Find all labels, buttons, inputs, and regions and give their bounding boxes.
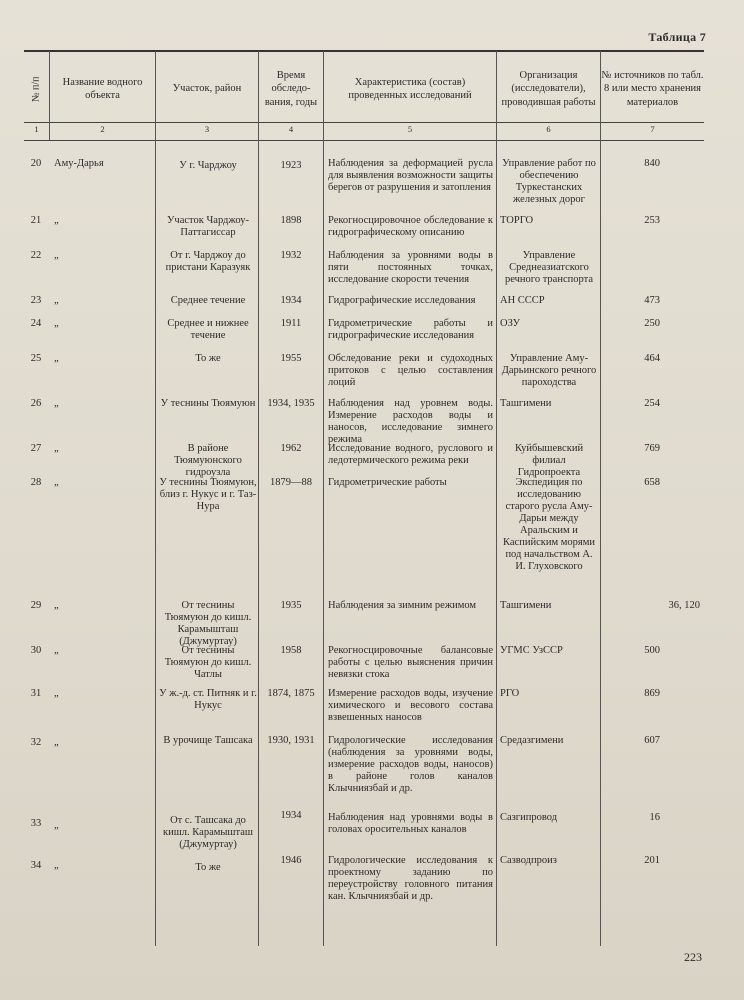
col-number-7: 7 <box>650 124 655 134</box>
header-character: Характеристика (состав) проведенных исследований <box>348 76 472 101</box>
organization: Сазгипровод <box>500 812 558 823</box>
organization: Управление Среднеазиатского речного транспорта <box>505 250 593 285</box>
row-number: 25 <box>30 353 42 364</box>
section-name: То же <box>195 862 221 873</box>
row-number: 24 <box>30 318 42 329</box>
research-description: Наблюдения за уровнями воды в пяти постоянных точках, исследование скорости течения <box>328 250 493 285</box>
source-ref: 607 <box>644 735 660 746</box>
source-ref: 869 <box>644 688 660 699</box>
row-number: 30 <box>30 645 42 656</box>
survey-year: 1934 <box>280 810 302 821</box>
survey-year: 1946 <box>280 855 302 866</box>
object-name: „ <box>54 318 59 329</box>
organization: Ташгимени <box>500 398 552 409</box>
survey-year: 1874, 1875 <box>267 688 315 699</box>
organization: Управление работ по обеспечению Туркестанских железных дорог <box>502 158 596 205</box>
row-number: 26 <box>30 398 42 409</box>
survey-year: 1923 <box>280 160 302 171</box>
research-description: Наблюдения за деформацией русла для выявления возможности защиты берегов от разрушения и затопления <box>328 158 493 193</box>
survey-year: 1932 <box>280 250 302 261</box>
research-description: Гидрологические исследования (наблюдения за уровнями воды, измерение расходов воды, наносов) в районе голов каналов Клычниязбай и др. <box>328 735 493 794</box>
object-name: „ <box>54 477 59 488</box>
col-number-1: 1 <box>34 124 39 134</box>
col-divider-5 <box>496 51 497 946</box>
source-ref: 500 <box>644 645 660 656</box>
survey-year: 1958 <box>280 645 302 656</box>
research-description: Наблюдения за зимним режимом <box>328 600 477 611</box>
research-description: Измерение расходов воды, изучение химического и весового состава взвешенных наносов <box>328 688 493 723</box>
section-name: От теснины Тюямуюн до кишл. Чатлы <box>164 645 252 680</box>
source-ref: 254 <box>644 398 660 409</box>
header-top-rule <box>24 50 704 52</box>
header-time: Время обследо-вания, годы <box>264 70 318 108</box>
source-ref: 769 <box>644 443 660 454</box>
section-name: От г. Чарджоу до пристани Каразуяк <box>165 250 251 273</box>
row-number: 34 <box>30 860 42 871</box>
source-ref: 658 <box>644 477 660 488</box>
section-name: У теснины Тюямуюн <box>160 398 256 409</box>
survey-year: 1955 <box>280 353 302 364</box>
page-number: 223 <box>684 950 702 964</box>
row-number: 23 <box>30 295 42 306</box>
survey-year: 1934 <box>280 295 302 306</box>
object-name: Аму-Дарья <box>54 158 104 169</box>
row-number: 21 <box>30 215 42 226</box>
source-ref: 201 <box>644 855 660 866</box>
section-name: У г. Чарджоу <box>179 160 237 171</box>
section-name: То же <box>195 353 221 364</box>
row-number: 33 <box>30 818 42 829</box>
source-ref: 36, 120 <box>668 600 700 611</box>
object-name: „ <box>54 443 59 454</box>
col-number-2: 2 <box>100 124 105 134</box>
research-description: Наблюдения над уровнями воды в головах оросительных каналов <box>328 812 493 835</box>
object-name: „ <box>54 215 59 226</box>
section-name: От с. Ташсака до кишл. Карамышташ (Джумуртау) <box>163 815 253 850</box>
organization: Сазводпроиз <box>500 855 557 866</box>
header-mid-rule <box>24 122 704 123</box>
object-name: „ <box>54 600 59 611</box>
organization: Экспедиция по исследованию старого русла Аму-Дарьи между Аральским и Каспийским морями под начальством А. И. Глуховского <box>503 477 595 572</box>
row-number: 20 <box>30 158 42 169</box>
header-object: Название водного объекта <box>62 76 143 101</box>
header-org: Организация (исследователи), проводившая работы <box>501 70 596 108</box>
row-number: 27 <box>30 443 42 454</box>
survey-year: 1879—88 <box>270 477 312 488</box>
source-ref: 464 <box>644 353 660 364</box>
col-number-5: 5 <box>407 124 413 134</box>
research-description: Обследование реки и судоходных притоков с целью составления лоций <box>328 353 493 388</box>
organization: Куйбышевский филиал Гидропроекта <box>514 443 584 478</box>
organization: УГМС УзССР <box>500 645 563 656</box>
section-name: В урочище Ташсака <box>163 735 253 746</box>
row-number: 22 <box>30 250 42 261</box>
section-name: Среднее течение <box>170 295 246 306</box>
table-caption: Таблица 7 <box>648 30 706 44</box>
row-number: 29 <box>30 600 42 611</box>
research-description: Рекогносцировочное обследование к гидрографическому описанию <box>328 215 493 238</box>
row-number: 28 <box>30 477 42 488</box>
object-name: „ <box>54 645 59 656</box>
organization: ОЗУ <box>500 318 521 329</box>
section-name: Участок Чарджоу-Паттагиссар <box>167 215 249 238</box>
col-number-3: 3 <box>204 124 210 134</box>
survey-year: 1898 <box>280 215 302 226</box>
source-ref: 16 <box>649 812 660 823</box>
object-name: „ <box>54 353 59 364</box>
organization: Управление Аму-Дарьинского речного пароходства <box>501 353 597 388</box>
organization: Ташгимени <box>500 600 552 611</box>
col-number-4: 4 <box>288 124 294 134</box>
section-name: У теснины Тюямуюн, близ г. Нукус и г. Таз-Нура <box>159 477 257 512</box>
header-num: № п/п <box>30 76 42 102</box>
survey-year: 1934, 1935 <box>267 398 315 409</box>
object-name: „ <box>54 860 59 871</box>
object-name: „ <box>54 688 59 699</box>
survey-year: 1935 <box>280 600 302 611</box>
header-sources: № источников по табл. 8 или место хранения материалов <box>601 70 704 108</box>
object-name: „ <box>54 737 59 748</box>
col-divider-4 <box>323 51 324 946</box>
source-ref: 253 <box>644 215 660 226</box>
section-name: У ж.-д. ст. Питняк и г. Нукус <box>159 688 257 711</box>
research-description: Гидрометрические работы и гидрографические исследования <box>328 318 493 341</box>
section-name: От теснины Тюямуюн до кишл. Карамышташ (Джумуртау) <box>164 600 252 647</box>
source-ref: 250 <box>644 318 660 329</box>
row-number: 31 <box>30 688 42 699</box>
organization: РГО <box>500 688 520 699</box>
object-name: „ <box>54 250 59 261</box>
survey-year: 1911 <box>280 318 302 329</box>
header-section: Участок, район <box>172 83 242 95</box>
row-number: 32 <box>30 737 42 748</box>
research-description: Рекогносцировочные балансовые работы с целью выяснения причин невязки стока <box>328 645 493 680</box>
col-divider-2 <box>155 51 156 946</box>
object-name: „ <box>54 398 59 409</box>
section-name: Среднее и нижнее течение <box>167 318 249 341</box>
section-name: В районе Тюямуюнского гидроузла <box>174 443 242 478</box>
survey-year: 1962 <box>280 443 302 454</box>
survey-year: 1930, 1931 <box>267 735 315 746</box>
source-ref: 840 <box>644 158 660 169</box>
research-description: Гидрографические исследования <box>328 295 476 306</box>
organization: Средазгимени <box>500 735 564 746</box>
research-description: Гидрологические исследования к проектному заданию по переустройству головного питания кан. Клычниязбай и др. <box>328 855 493 902</box>
research-description: Наблюдения над уровнем воды. Измерение расходов воды и наносов, исследование зимнего режима <box>328 398 493 445</box>
col-divider-3 <box>258 51 259 946</box>
organization: ТОРГО <box>500 215 534 226</box>
organization: АН СССР <box>500 295 545 306</box>
col-divider-6 <box>600 51 601 946</box>
research-description: Гидрометрические работы <box>328 477 447 488</box>
object-name: „ <box>54 295 59 306</box>
research-description: Исследование водного, руслового и ледотермического режима реки <box>328 443 493 466</box>
object-name: „ <box>54 820 59 831</box>
source-ref: 473 <box>644 295 660 306</box>
header-bottom-rule <box>24 140 704 141</box>
col-number-6: 6 <box>546 124 551 134</box>
